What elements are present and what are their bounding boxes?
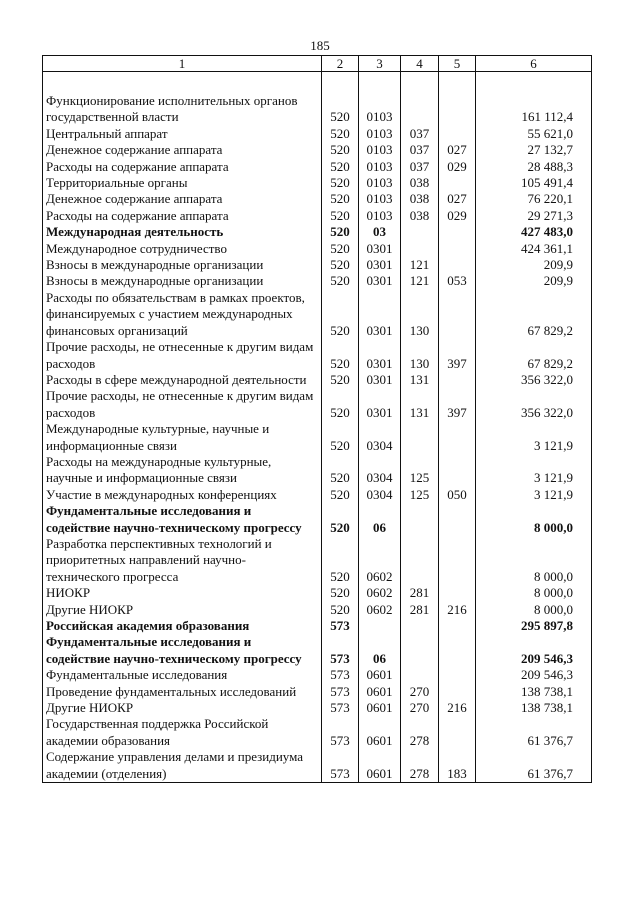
row-target-cell: 038 bbox=[401, 175, 439, 191]
column-header: 3 bbox=[359, 56, 401, 72]
row-section-cell: 0602 bbox=[359, 536, 401, 585]
row-expense-type-cell: 397 bbox=[439, 388, 476, 421]
table-row bbox=[43, 290, 592, 339]
row-expense-type-cell bbox=[439, 618, 476, 634]
row-section-cell: 0301 bbox=[359, 257, 401, 273]
row-target-cell bbox=[401, 536, 439, 585]
table-row bbox=[43, 273, 592, 289]
row-section-cell: 0602 bbox=[359, 602, 401, 618]
row-amount-cell: 8 000,0 bbox=[476, 585, 592, 601]
table-body bbox=[43, 72, 592, 783]
row-code-cell: 520 bbox=[322, 208, 359, 224]
row-section-cell: 0601 bbox=[359, 667, 401, 683]
row-name-cell: Российская академия образования bbox=[43, 618, 322, 634]
table-row bbox=[43, 585, 592, 601]
table-header-row bbox=[43, 56, 592, 72]
row-expense-type-cell bbox=[439, 372, 476, 388]
table-row bbox=[43, 93, 592, 126]
budget-table bbox=[42, 55, 592, 783]
row-section-cell: 0304 bbox=[359, 454, 401, 487]
row-amount-cell: 138 738,1 bbox=[476, 684, 592, 700]
row-target-cell bbox=[401, 667, 439, 683]
row-amount-cell: 138 738,1 bbox=[476, 700, 592, 716]
row-name-cell: Другие НИОКР bbox=[43, 602, 322, 618]
row-code-cell: 520 bbox=[322, 585, 359, 601]
row-code-cell: 520 bbox=[322, 454, 359, 487]
row-target-cell: 037 bbox=[401, 159, 439, 175]
row-name-cell: Расходы на содержание аппарата bbox=[43, 208, 322, 224]
row-expense-type-cell bbox=[439, 667, 476, 683]
row-expense-type-cell: 027 bbox=[439, 191, 476, 207]
row-section-cell: 0301 bbox=[359, 241, 401, 257]
row-section-cell: 0103 bbox=[359, 191, 401, 207]
row-target-cell: 125 bbox=[401, 487, 439, 503]
row-amount-cell: 28 488,3 bbox=[476, 159, 592, 175]
row-amount-cell: 61 376,7 bbox=[476, 749, 592, 782]
row-section-cell: 0103 bbox=[359, 208, 401, 224]
table-spacer-row bbox=[43, 72, 592, 94]
table-row bbox=[43, 602, 592, 618]
row-code-cell: 573 bbox=[322, 684, 359, 700]
row-code-cell: 520 bbox=[322, 372, 359, 388]
page-number: 185 bbox=[310, 38, 330, 53]
row-amount-cell: 427 483,0 bbox=[476, 224, 592, 240]
row-name-cell: Функционирование исполнительных органов государственной власти bbox=[43, 93, 322, 126]
row-name-cell: Денежное содержание аппарата bbox=[43, 191, 322, 207]
row-section-cell: 0601 bbox=[359, 684, 401, 700]
row-amount-cell: 67 829,2 bbox=[476, 290, 592, 339]
row-section-cell: 0601 bbox=[359, 749, 401, 782]
row-code-cell: 573 bbox=[322, 667, 359, 683]
row-target-cell: 270 bbox=[401, 700, 439, 716]
row-expense-type-cell bbox=[439, 454, 476, 487]
row-amount-cell: 105 491,4 bbox=[476, 175, 592, 191]
row-section-cell: 0301 bbox=[359, 339, 401, 372]
row-amount-cell: 209,9 bbox=[476, 257, 592, 273]
row-name-cell: Проведение фундаментальных исследований bbox=[43, 684, 322, 700]
row-target-cell: 037 bbox=[401, 126, 439, 142]
row-code-cell: 573 bbox=[322, 618, 359, 634]
row-code-cell: 520 bbox=[322, 602, 359, 618]
table-row bbox=[43, 749, 592, 782]
row-target-cell: 278 bbox=[401, 749, 439, 782]
row-amount-cell: 76 220,1 bbox=[476, 191, 592, 207]
row-section-cell: 0304 bbox=[359, 421, 401, 454]
row-amount-cell: 209,9 bbox=[476, 273, 592, 289]
row-name-cell: Другие НИОКР bbox=[43, 700, 322, 716]
row-section-cell: 0301 bbox=[359, 388, 401, 421]
table-row bbox=[43, 421, 592, 454]
table-row bbox=[43, 388, 592, 421]
table-row bbox=[43, 175, 592, 191]
row-target-cell bbox=[401, 224, 439, 240]
table-row bbox=[43, 716, 592, 749]
row-code-cell: 520 bbox=[322, 503, 359, 536]
row-expense-type-cell bbox=[439, 224, 476, 240]
row-amount-cell: 67 829,2 bbox=[476, 339, 592, 372]
row-amount-cell: 3 121,9 bbox=[476, 421, 592, 454]
row-target-cell bbox=[401, 421, 439, 454]
row-expense-type-cell bbox=[439, 536, 476, 585]
row-amount-cell: 8 000,0 bbox=[476, 602, 592, 618]
row-target-cell bbox=[401, 93, 439, 126]
row-expense-type-cell bbox=[439, 290, 476, 339]
row-target-cell: 131 bbox=[401, 372, 439, 388]
row-expense-type-cell bbox=[439, 241, 476, 257]
row-expense-type-cell: 183 bbox=[439, 749, 476, 782]
row-code-cell: 520 bbox=[322, 126, 359, 142]
row-code-cell: 520 bbox=[322, 487, 359, 503]
row-section-cell: 0301 bbox=[359, 372, 401, 388]
row-name-cell: Расходы на содержание аппарата bbox=[43, 159, 322, 175]
row-expense-type-cell bbox=[439, 257, 476, 273]
row-amount-cell: 356 322,0 bbox=[476, 372, 592, 388]
row-target-cell: 125 bbox=[401, 454, 439, 487]
row-target-cell: 121 bbox=[401, 273, 439, 289]
row-amount-cell: 424 361,1 bbox=[476, 241, 592, 257]
row-code-cell: 520 bbox=[322, 290, 359, 339]
row-name-cell: Государственная поддержка Российской академии образования bbox=[43, 716, 322, 749]
row-amount-cell: 27 132,7 bbox=[476, 142, 592, 158]
row-code-cell: 520 bbox=[322, 93, 359, 126]
row-code-cell: 520 bbox=[322, 159, 359, 175]
row-code-cell: 520 bbox=[322, 224, 359, 240]
row-amount-cell: 295 897,8 bbox=[476, 618, 592, 634]
row-code-cell: 573 bbox=[322, 634, 359, 667]
row-amount-cell: 3 121,9 bbox=[476, 487, 592, 503]
row-target-cell: 131 bbox=[401, 388, 439, 421]
table-row bbox=[43, 372, 592, 388]
row-expense-type-cell bbox=[439, 93, 476, 126]
row-code-cell: 520 bbox=[322, 241, 359, 257]
row-expense-type-cell bbox=[439, 684, 476, 700]
table-row bbox=[43, 487, 592, 503]
row-name-cell: Расходы в сфере международной деятельности bbox=[43, 372, 322, 388]
column-header: 6 bbox=[476, 56, 592, 72]
row-code-cell: 573 bbox=[322, 716, 359, 749]
row-name-cell: Взносы в международные организации bbox=[43, 273, 322, 289]
row-section-cell: 0103 bbox=[359, 142, 401, 158]
row-section-cell: 0301 bbox=[359, 290, 401, 339]
row-code-cell: 520 bbox=[322, 339, 359, 372]
row-target-cell: 121 bbox=[401, 257, 439, 273]
row-amount-cell: 8 000,0 bbox=[476, 503, 592, 536]
row-amount-cell: 356 322,0 bbox=[476, 388, 592, 421]
row-code-cell: 520 bbox=[322, 175, 359, 191]
row-target-cell: 038 bbox=[401, 208, 439, 224]
row-expense-type-cell: 053 bbox=[439, 273, 476, 289]
row-section-cell: 0601 bbox=[359, 700, 401, 716]
table-row bbox=[43, 618, 592, 634]
row-name-cell: Денежное содержание аппарата bbox=[43, 142, 322, 158]
row-expense-type-cell: 029 bbox=[439, 159, 476, 175]
row-section-cell: 03 bbox=[359, 224, 401, 240]
row-expense-type-cell bbox=[439, 585, 476, 601]
row-expense-type-cell: 216 bbox=[439, 700, 476, 716]
row-section-cell: 0103 bbox=[359, 93, 401, 126]
table-row bbox=[43, 208, 592, 224]
row-name-cell: Расходы по обязательствам в рамках проектов, финансируемых с участием международных финансовых организаций bbox=[43, 290, 322, 339]
row-name-cell: Международное сотрудничество bbox=[43, 241, 322, 257]
row-section-cell: 0304 bbox=[359, 487, 401, 503]
table-row bbox=[43, 536, 592, 585]
table-row bbox=[43, 700, 592, 716]
row-amount-cell: 209 546,3 bbox=[476, 667, 592, 683]
row-expense-type-cell bbox=[439, 716, 476, 749]
row-name-cell: Фундаментальные исследования и содействие научно-техническому прогрессу bbox=[43, 634, 322, 667]
table-row bbox=[43, 339, 592, 372]
row-name-cell: Прочие расходы, не отнесенные к другим видам расходов bbox=[43, 388, 322, 421]
table-row bbox=[43, 159, 592, 175]
table-row bbox=[43, 224, 592, 240]
table-row bbox=[43, 454, 592, 487]
row-section-cell: 0103 bbox=[359, 126, 401, 142]
row-code-cell: 520 bbox=[322, 421, 359, 454]
row-name-cell: Фундаментальные исследования bbox=[43, 667, 322, 683]
row-target-cell: 281 bbox=[401, 602, 439, 618]
row-expense-type-cell bbox=[439, 126, 476, 142]
row-section-cell: 0103 bbox=[359, 159, 401, 175]
column-header: 2 bbox=[322, 56, 359, 72]
table-row bbox=[43, 667, 592, 683]
row-section-cell: 0601 bbox=[359, 716, 401, 749]
row-code-cell: 520 bbox=[322, 257, 359, 273]
row-target-cell: 270 bbox=[401, 684, 439, 700]
row-expense-type-cell: 027 bbox=[439, 142, 476, 158]
row-name-cell: НИОКР bbox=[43, 585, 322, 601]
row-amount-cell: 209 546,3 bbox=[476, 634, 592, 667]
column-header: 4 bbox=[401, 56, 439, 72]
row-code-cell: 520 bbox=[322, 273, 359, 289]
row-target-cell bbox=[401, 241, 439, 257]
row-target-cell: 281 bbox=[401, 585, 439, 601]
row-name-cell: Взносы в международные организации bbox=[43, 257, 322, 273]
table-row bbox=[43, 126, 592, 142]
row-section-cell: 06 bbox=[359, 503, 401, 536]
row-target-cell: 038 bbox=[401, 191, 439, 207]
row-section-cell: 0301 bbox=[359, 273, 401, 289]
row-name-cell: Разработка перспективных технологий и приоритетных направлений научно-технического прогресса bbox=[43, 536, 322, 585]
row-amount-cell: 29 271,3 bbox=[476, 208, 592, 224]
table-row bbox=[43, 634, 592, 667]
row-name-cell: Фундаментальные исследования и содействие научно-техническому прогрессу bbox=[43, 503, 322, 536]
row-code-cell: 520 bbox=[322, 191, 359, 207]
table-row bbox=[43, 142, 592, 158]
row-code-cell: 520 bbox=[322, 388, 359, 421]
row-target-cell: 037 bbox=[401, 142, 439, 158]
row-expense-type-cell: 050 bbox=[439, 487, 476, 503]
row-target-cell bbox=[401, 618, 439, 634]
row-name-cell: Международная деятельность bbox=[43, 224, 322, 240]
row-code-cell: 573 bbox=[322, 700, 359, 716]
row-section-cell: 06 bbox=[359, 634, 401, 667]
row-expense-type-cell bbox=[439, 503, 476, 536]
row-name-cell: Центральный аппарат bbox=[43, 126, 322, 142]
row-section-cell: 0602 bbox=[359, 585, 401, 601]
row-name-cell: Участие в международных конференциях bbox=[43, 487, 322, 503]
row-name-cell: Содержание управления делами и президиума академии (отделения) bbox=[43, 749, 322, 782]
row-expense-type-cell bbox=[439, 634, 476, 667]
table-row bbox=[43, 191, 592, 207]
row-name-cell: Территориальные органы bbox=[43, 175, 322, 191]
row-name-cell: Международные культурные, научные и информационные связи bbox=[43, 421, 322, 454]
row-target-cell bbox=[401, 503, 439, 536]
column-header: 1 bbox=[43, 56, 322, 72]
row-expense-type-cell: 029 bbox=[439, 208, 476, 224]
row-code-cell: 520 bbox=[322, 142, 359, 158]
row-target-cell bbox=[401, 634, 439, 667]
row-amount-cell: 161 112,4 bbox=[476, 93, 592, 126]
row-expense-type-cell bbox=[439, 421, 476, 454]
table-row bbox=[43, 257, 592, 273]
row-name-cell: Расходы на международные культурные, научные и информационные связи bbox=[43, 454, 322, 487]
row-section-cell bbox=[359, 618, 401, 634]
row-target-cell: 278 bbox=[401, 716, 439, 749]
row-expense-type-cell bbox=[439, 175, 476, 191]
row-expense-type-cell: 397 bbox=[439, 339, 476, 372]
row-target-cell: 130 bbox=[401, 290, 439, 339]
table-row bbox=[43, 503, 592, 536]
row-amount-cell: 55 621,0 bbox=[476, 126, 592, 142]
row-section-cell: 0103 bbox=[359, 175, 401, 191]
row-target-cell: 130 bbox=[401, 339, 439, 372]
row-amount-cell: 3 121,9 bbox=[476, 454, 592, 487]
table-row bbox=[43, 241, 592, 257]
row-expense-type-cell: 216 bbox=[439, 602, 476, 618]
row-name-cell: Прочие расходы, не отнесенные к другим видам расходов bbox=[43, 339, 322, 372]
row-code-cell: 573 bbox=[322, 749, 359, 782]
table-row bbox=[43, 684, 592, 700]
row-code-cell: 520 bbox=[322, 536, 359, 585]
row-amount-cell: 8 000,0 bbox=[476, 536, 592, 585]
row-amount-cell: 61 376,7 bbox=[476, 716, 592, 749]
column-header: 5 bbox=[439, 56, 476, 72]
